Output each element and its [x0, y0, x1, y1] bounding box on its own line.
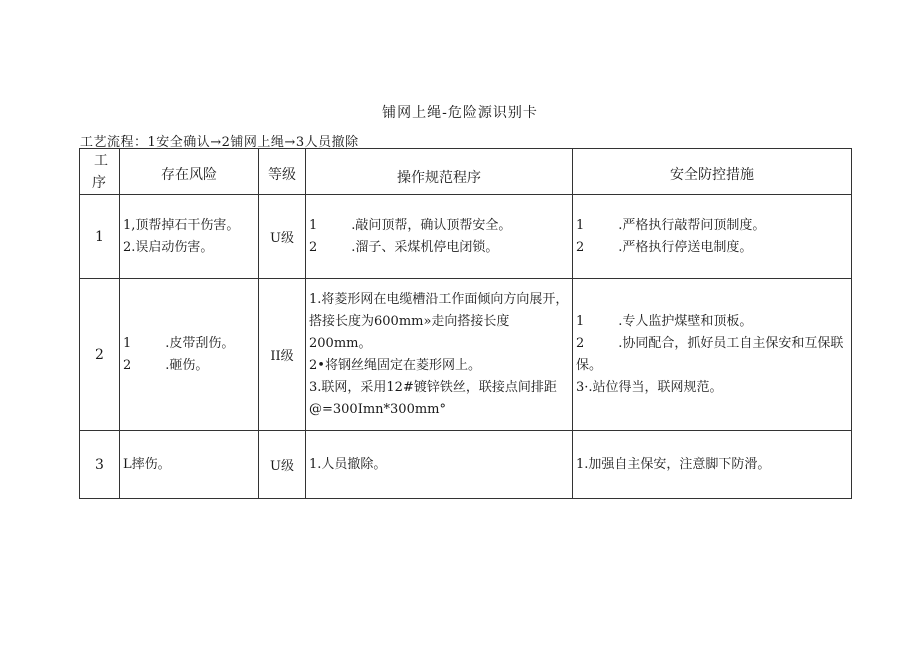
measure-item — [576, 215, 849, 237]
measures-cell — [573, 195, 852, 279]
measures-cell: 1.加强自主保安，注意脚下防滑。 — [573, 431, 852, 499]
process-flow: 工艺流程：1安全确认→2铺网上绳→3人员撤除 — [80, 135, 359, 150]
procedure-item — [309, 215, 570, 237]
item-number: 2 — [123, 357, 132, 373]
row-number: 3 — [80, 431, 120, 499]
item-number: 1 — [576, 217, 585, 233]
risk-item — [123, 333, 256, 355]
hazard-identification-table — [79, 148, 852, 499]
level-cell: U级 — [259, 195, 306, 279]
measure-item: 3·.站位得当，联网规范。 — [576, 379, 723, 395]
procedure-cell — [306, 195, 573, 279]
measure-item — [576, 237, 849, 259]
risk-cell: L摔伤。 — [120, 431, 259, 499]
item-text: .专人监护煤壁和顶板。 — [618, 313, 753, 329]
procedure-cell: 1.人员撤除。 — [306, 431, 573, 499]
item-text: .严格执行敲帮问顶制度。 — [618, 217, 766, 233]
header-process — [80, 149, 120, 195]
risk-cell — [120, 279, 259, 431]
header-measures: 安全防控措施 — [573, 149, 852, 195]
level-cell: U级 — [259, 431, 306, 499]
item-number: 2 — [576, 335, 585, 351]
row-number: 2 — [80, 279, 120, 431]
risk-cell — [120, 195, 259, 279]
risk-item: 1,顶帮掉石干伤害。 — [123, 217, 240, 233]
header-risk: 存在风险 — [120, 149, 259, 195]
item-number: 1 — [309, 217, 318, 233]
item-number: 1 — [576, 313, 585, 329]
risk-item: 2.误启动伤害。 — [123, 239, 214, 255]
level-cell: II级 — [259, 279, 306, 431]
measure-item — [576, 311, 849, 333]
item-number: 2 — [576, 239, 585, 255]
measures-cell — [573, 279, 852, 431]
measure-item — [576, 333, 849, 377]
page-title: 铺网上绳-危险源识别卡 — [382, 105, 538, 121]
item-text: .敲问顶帮，确认顶帮安全。 — [351, 217, 512, 233]
item-text: .砸伤。 — [165, 357, 209, 373]
header-process-line2: 序 — [92, 175, 106, 191]
item-number: 1 — [123, 335, 132, 351]
header-level: 等级 — [259, 149, 306, 195]
header-procedure: 操作规范程序 — [306, 149, 573, 195]
item-text: .溜子、采煤机停电闭锁。 — [351, 239, 499, 255]
table-row — [80, 279, 852, 431]
item-text: .皮带刮伤。 — [165, 335, 235, 351]
risk-item — [123, 355, 256, 377]
procedure-item: 3.联网，采用12#镀锌铁丝，联接点间排距@=300Imn*300mm° — [309, 379, 557, 417]
item-text: .协同配合，抓好员工自主保安和互保联保。 — [576, 335, 844, 373]
header-process-line1: 工 — [94, 153, 108, 169]
row-number: 1 — [80, 195, 120, 279]
item-text: .严格执行停送电制度。 — [618, 239, 753, 255]
procedure-item: 2•将钢丝绳固定在菱形网上。 — [309, 357, 481, 373]
procedure-item — [309, 237, 570, 259]
table-row — [80, 431, 852, 499]
procedure-item: 1.将菱形网在电缆槽沿工作面倾向方向展开，搭接长度为600mm»走向搭接长度200mm。 — [309, 291, 569, 351]
table-header-row — [80, 149, 852, 195]
item-number: 2 — [309, 239, 318, 255]
table-row — [80, 195, 852, 279]
procedure-cell — [306, 279, 573, 431]
